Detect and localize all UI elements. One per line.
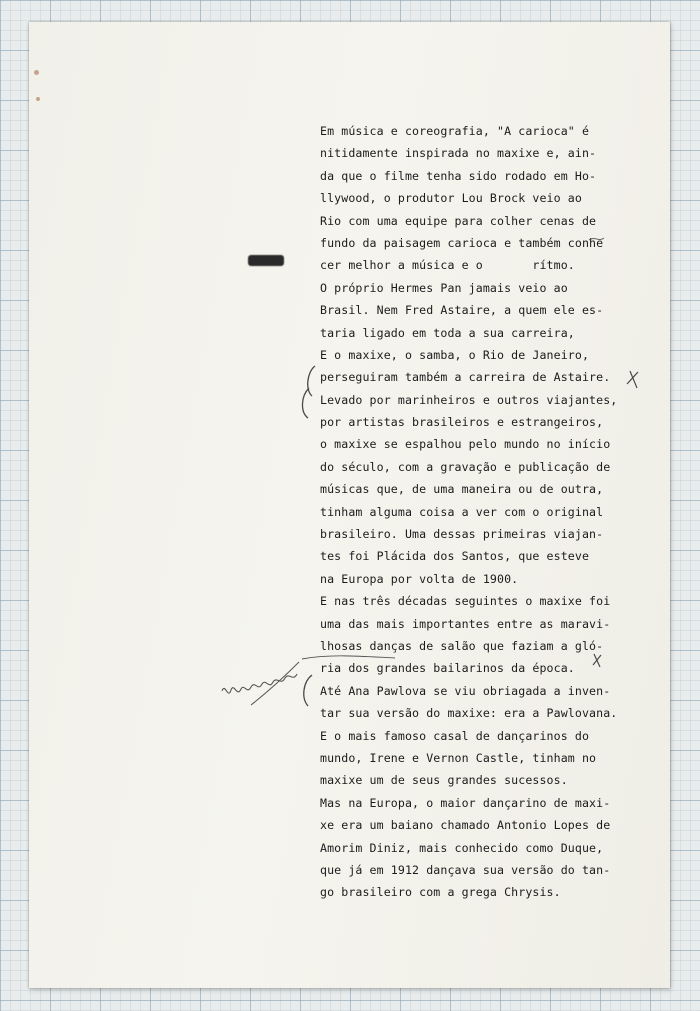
typed-text-body — [320, 120, 665, 904]
text-line: E o mais famoso casal de dançarinos do — [320, 728, 590, 743]
text-line: maxixe um de seus grandes sucessos. — [320, 773, 568, 788]
text-line: ria dos grandes bailarinos da época. — [320, 661, 575, 676]
text-line: mundo, Irene e Vernon Castle, tinham no — [320, 750, 597, 765]
text-line: O próprio Hermes Pan jamais veio ao — [320, 280, 568, 295]
text-line: Até Ana Pawlova se viu obriagada a inven- — [320, 683, 611, 698]
text-line: tes foi Plácida dos Santos, que esteve — [320, 549, 590, 564]
text-line: do século, com a gravação e publicação de — [320, 459, 611, 474]
text-line: tar sua versão do maxixe: era a Pawlovana. — [320, 706, 618, 721]
text-line: Em música e coreografia, "A carioca" é — [320, 124, 590, 138]
text-line: perseguiram também a carreira de Astaire. — [320, 370, 611, 385]
text-line: E o maxixe, o samba, o Rio de Janeiro, — [320, 347, 590, 362]
paper-stain — [36, 97, 40, 101]
text-line: fundo da paisagem carioca e também conhe — [320, 235, 604, 250]
typewritten-page — [29, 22, 670, 988]
text-line: que já em 1912 dançava sua versão do tan- — [320, 862, 611, 877]
text-line: go brasileiro com a grega Chrysis. — [320, 885, 561, 900]
text-line: o maxixe se espalhou pelo mundo no início — [320, 437, 611, 452]
text-line: taria ligado em toda a sua carreira, — [320, 325, 575, 340]
text-line: lhosas danças de salão que faziam a gló- — [320, 638, 604, 653]
text-line: Amorim Diniz, mais conhecido como Duque, — [320, 840, 604, 855]
text-line: Mas na Europa, o maior dançarino de maxi- — [320, 795, 611, 810]
struck-out-word — [248, 255, 284, 266]
pencil-scribble — [222, 674, 297, 693]
text-line: llywood, o produtor Lou Brock veio ao — [320, 191, 582, 206]
text-line: Levado por marinheiros e outros viajantes, — [320, 392, 618, 407]
bracket-mark — [308, 366, 315, 396]
text-line: nitidamente inspirada no maxixe e, ain- — [320, 146, 597, 161]
text-line: brasileiro. Uma dessas primeiras viajan- — [320, 527, 604, 542]
text-line: na Europa por volta de 1900. — [320, 571, 519, 586]
bracket-mark — [302, 388, 309, 418]
text-line: uma das mais importantes entre as maravi- — [320, 616, 611, 631]
text-line: cer melhor a música e o rítmo. — [320, 258, 575, 273]
text-line: Rio com uma equipe para colher cenas de — [320, 213, 597, 228]
text-line: por artistas brasileiros e estrangeiros, — [320, 415, 604, 430]
text-line: da que o filme tenha sido rodado em Ho- — [320, 168, 597, 183]
text-line: xe era um baiano chamado Antonio Lopes de — [320, 818, 611, 833]
bracket-mark — [304, 675, 312, 706]
pencil-scribble — [251, 662, 299, 705]
text-line: tinham alguma coisa a ver com o original — [320, 504, 604, 519]
text-line: E nas três décadas seguintes o maxixe foi — [320, 594, 611, 609]
paper-stain — [34, 70, 39, 75]
text-line: Brasil. Nem Fred Astaire, a quem ele es- — [320, 303, 604, 318]
text-line: músicas que, de uma maneira ou de outra, — [320, 482, 604, 497]
